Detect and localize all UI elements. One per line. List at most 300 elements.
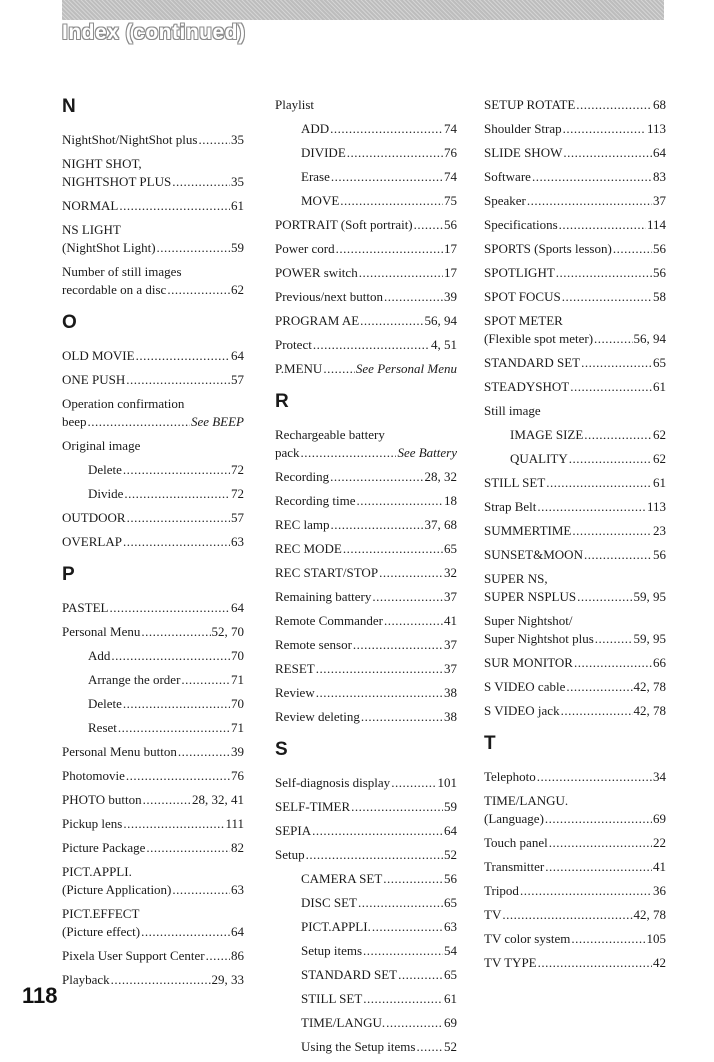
dot-leader: [372, 918, 443, 936]
entry-term: SETUP ROTATE: [484, 97, 576, 112]
index-entry: [484, 474, 666, 492]
index-entry: [484, 264, 666, 282]
index-subentry: [275, 1014, 457, 1032]
entry-term: Strap Belt: [484, 499, 537, 514]
page-reference: 65: [653, 355, 666, 370]
entry-term: PICT.APPLI.: [62, 864, 132, 879]
page-reference: 54: [444, 943, 457, 958]
index-entry: [275, 774, 457, 792]
entry-term: TIME/LANGU.: [484, 793, 569, 808]
index-entry: [275, 468, 457, 486]
page-reference: 70: [231, 648, 244, 663]
page-reference: 35: [231, 174, 244, 189]
dot-leader: [118, 719, 230, 737]
dot-leader: [306, 846, 443, 864]
page-reference: 58: [653, 289, 666, 304]
entry-term: Self-diagnosis display: [275, 775, 391, 790]
dot-leader: [123, 695, 230, 713]
dot-leader: [384, 288, 443, 306]
index-entry: [484, 882, 666, 900]
index-subentry: [275, 144, 457, 162]
dot-leader: [331, 168, 443, 186]
dot-leader: [316, 684, 443, 702]
page-reference: 37, 68: [424, 517, 457, 532]
page-reference: 37: [653, 193, 666, 208]
entry-term: IMAGE SIZE: [510, 427, 584, 442]
dot-leader: [141, 923, 230, 941]
page-reference: 42, 78: [633, 907, 666, 922]
entry-term: OVERLAP: [62, 534, 122, 549]
index-entry: [62, 533, 244, 551]
dot-leader: [347, 144, 443, 162]
entry-term: (Flexible spot meter): [484, 331, 594, 346]
index-entry: [275, 240, 457, 258]
page-reference: 61: [653, 379, 666, 394]
dot-leader: [581, 354, 652, 372]
page-reference: 39: [231, 744, 244, 759]
entry-term: Original image: [62, 438, 141, 453]
index-entry: [62, 767, 244, 785]
dot-leader: [576, 96, 652, 114]
dot-leader: [549, 834, 652, 852]
dot-leader: [316, 660, 443, 678]
page-reference: 82: [231, 840, 244, 855]
dot-leader: [343, 540, 443, 558]
page-reference: 52, 70: [211, 624, 244, 639]
entry-term: (NightShot Light): [62, 240, 156, 255]
index-entry: [275, 492, 457, 510]
entry-term: Telephoto: [484, 769, 536, 784]
index-entry: [484, 792, 666, 828]
index-entry: [275, 822, 457, 840]
dot-leader: [566, 678, 632, 696]
entry-term: TIME/LANGU.: [301, 1015, 386, 1030]
page-reference: 62: [653, 451, 666, 466]
index-subentry: [484, 450, 666, 468]
index-entry: [62, 395, 244, 431]
index-subentry: [275, 168, 457, 186]
dot-leader: [141, 623, 210, 641]
index-entry: [484, 702, 666, 720]
index-subentry: [275, 192, 457, 210]
entry-term: OLD MOVIE: [62, 348, 135, 363]
dot-leader: [143, 791, 191, 809]
section-letter-n: N: [62, 96, 76, 117]
dot-leader: [391, 774, 436, 792]
entry-term: Add: [88, 648, 111, 663]
dot-leader: [360, 312, 423, 330]
index-entry: [62, 971, 244, 989]
dot-leader: [126, 371, 230, 389]
entry-term: SUR MONITOR: [484, 655, 573, 670]
page-reference: 72: [231, 486, 244, 501]
page-reference: 65: [444, 967, 457, 982]
dot-leader: [358, 894, 443, 912]
entry-term: SLIDE SHOW: [484, 145, 563, 160]
entry-term: Remote sensor: [275, 637, 352, 652]
entry-term: Previous/next button: [275, 289, 383, 304]
entry-term: beep: [62, 414, 87, 429]
entry-term: SPORTS (Sports lesson): [484, 241, 612, 256]
entry-term: PROGRAM AE: [275, 313, 360, 328]
index-subentry: [275, 894, 457, 912]
index-entry: [484, 402, 666, 420]
dot-leader: [181, 671, 230, 689]
page-reference: 38: [444, 709, 457, 724]
dot-leader: [546, 474, 652, 492]
entry-term: Using the Setup items: [301, 1039, 416, 1054]
entry-term: Operation confirmation: [62, 396, 185, 411]
index-subentry: [275, 966, 457, 984]
entry-term: NS LIGHT: [62, 222, 121, 237]
page-reference: 56: [653, 241, 666, 256]
page-reference: 71: [231, 672, 244, 687]
page-reference: 42, 78: [633, 703, 666, 718]
entry-term: Protect: [275, 337, 312, 352]
index-entry: [62, 221, 244, 257]
entry-term: MOVE: [301, 193, 340, 208]
dot-leader: [88, 413, 190, 431]
index-entry: [484, 522, 666, 540]
dot-leader: [357, 492, 443, 510]
entry-term: REC MODE: [275, 541, 342, 556]
dot-leader: [178, 743, 230, 761]
dot-leader: [126, 767, 230, 785]
entry-term: CAMERA SET: [301, 871, 383, 886]
dot-leader: [545, 858, 652, 876]
dot-leader: [111, 647, 230, 665]
index-entry: [484, 654, 666, 672]
index-entry: [62, 197, 244, 215]
dot-leader: [383, 870, 443, 888]
page-reference: 62: [653, 427, 666, 442]
entry-term: Speaker: [484, 193, 526, 208]
page-reference: 69: [444, 1015, 457, 1030]
entry-term: Delete: [88, 462, 122, 477]
dot-leader: [584, 426, 652, 444]
page-reference: 105: [646, 931, 666, 946]
entry-term: TV color system: [484, 931, 571, 946]
entry-term: Erase: [301, 169, 330, 184]
index-entry: [275, 798, 457, 816]
index-entry: [484, 120, 666, 138]
dot-leader: [563, 144, 652, 162]
dot-leader: [372, 588, 443, 606]
dot-leader: [313, 336, 430, 354]
dot-leader: [123, 815, 224, 833]
index-entry: [62, 791, 244, 809]
page-reference: 4, 51: [431, 337, 457, 352]
dot-leader: [379, 564, 443, 582]
entry-term: recordable on a disc: [62, 282, 167, 297]
entry-term: (Picture Application): [62, 882, 172, 897]
entry-term: TV: [484, 907, 502, 922]
entry-term: PICT.EFFECT: [62, 906, 140, 921]
index-entry: [275, 216, 457, 234]
index-entry: [484, 192, 666, 210]
entry-term: Delete: [88, 696, 122, 711]
page-reference: 57: [231, 372, 244, 387]
entry-term: POWER switch: [275, 265, 358, 280]
dot-leader: [109, 599, 230, 617]
entry-term: Tripod: [484, 883, 519, 898]
page-reference: 39: [444, 289, 457, 304]
page-reference: 70: [231, 696, 244, 711]
page-reference: 17: [444, 265, 457, 280]
page-reference: 71: [231, 720, 244, 735]
page-reference: 64: [231, 924, 244, 939]
entry-term: P.MENU: [275, 361, 323, 376]
index-entry: [484, 144, 666, 162]
entry-term: SEPIA: [275, 823, 312, 838]
entry-term: Reset: [88, 720, 117, 735]
page-reference: 76: [231, 768, 244, 783]
index-entry: [62, 509, 244, 527]
dot-leader: [416, 1038, 443, 1056]
index-subentry: [62, 461, 244, 479]
entry-term: Software: [484, 169, 531, 184]
entry-term: Playback: [62, 972, 110, 987]
entry-term: Rechargeable battery: [275, 427, 385, 442]
page-reference: 74: [444, 169, 457, 184]
index-entry: [275, 288, 457, 306]
dot-leader: [570, 378, 652, 396]
entry-term: TV TYPE: [484, 955, 537, 970]
page-reference: 59: [444, 799, 457, 814]
index-subentry: [62, 671, 244, 689]
entry-term: Picture Package: [62, 840, 146, 855]
section-letter-t: T: [484, 733, 496, 754]
index-entry: [275, 612, 457, 630]
dot-leader: [563, 120, 646, 138]
page-reference: 61: [444, 991, 457, 1006]
dot-leader: [595, 630, 633, 648]
index-entry: [62, 623, 244, 641]
page-reference: 59, 95: [633, 589, 666, 604]
index-entry: [62, 347, 244, 365]
dot-leader: [532, 168, 652, 186]
index-entry: [275, 588, 457, 606]
entry-term: S VIDEO jack: [484, 703, 560, 718]
dot-leader: [146, 839, 230, 857]
page-reference: 17: [444, 241, 457, 256]
dot-leader: [613, 240, 652, 258]
dot-leader: [111, 971, 211, 989]
index-entry: [275, 264, 457, 282]
page-reference: 63: [231, 534, 244, 549]
page-reference: 64: [444, 823, 457, 838]
page-reference: See Battery: [397, 445, 457, 460]
dot-leader: [340, 192, 443, 210]
index-entry: [62, 131, 244, 149]
entry-term: DISC SET: [301, 895, 357, 910]
dot-leader: [167, 281, 230, 299]
entry-term: Number of still images: [62, 264, 182, 279]
page-reference: 68: [653, 97, 666, 112]
entry-term: Super Nightshot/: [484, 613, 573, 628]
page-reference: 32: [444, 565, 457, 580]
index-entry: [484, 288, 666, 306]
page-reference: 76: [444, 145, 457, 160]
index-subentry: [62, 485, 244, 503]
index-entry: [484, 354, 666, 372]
dot-leader: [330, 468, 423, 486]
page-reference: 22: [653, 835, 666, 850]
index-entry: [275, 660, 457, 678]
index-subentry: [275, 870, 457, 888]
dot-leader: [124, 485, 230, 503]
index-entry: [484, 834, 666, 852]
entry-term: Review: [275, 685, 315, 700]
index-entry: [62, 863, 244, 899]
index-subentry: [275, 990, 457, 1008]
page-reference: 111: [225, 816, 244, 831]
dot-leader: [556, 264, 652, 282]
section-letter-o: O: [62, 312, 77, 333]
entry-term: SUPER NSPLUS: [484, 589, 577, 604]
page-reference: 74: [444, 121, 457, 136]
header-bar: [62, 0, 664, 20]
entry-term: Remote Commander: [275, 613, 383, 628]
entry-term: SPOTLIGHT: [484, 265, 555, 280]
entry-term: pack: [275, 445, 300, 460]
entry-term: (Picture effect): [62, 924, 141, 939]
index-entry: [275, 336, 457, 354]
page-reference: 42, 78: [633, 679, 666, 694]
index-entry: [62, 437, 244, 455]
page-reference: See Personal Menu: [355, 361, 457, 376]
entry-term: PHOTO button: [62, 792, 142, 807]
page-reference: 65: [444, 895, 457, 910]
index-subentry: [484, 426, 666, 444]
page-reference: 56: [444, 871, 457, 886]
entry-term: Pickup lens: [62, 816, 123, 831]
entry-term: Shoulder Strap: [484, 121, 562, 136]
entry-term: STANDARD SET: [301, 967, 398, 982]
page-reference: 35: [231, 132, 244, 147]
index-subentry: [62, 719, 244, 737]
index-entry: [275, 96, 457, 114]
index-entry: [275, 540, 457, 558]
page-reference: 59, 95: [633, 631, 666, 646]
entry-term: Recording: [275, 469, 330, 484]
page-reference: 52: [444, 1039, 457, 1054]
page-reference: 64: [231, 348, 244, 363]
page-reference: 57: [231, 510, 244, 525]
entry-term: SPOT FOCUS: [484, 289, 561, 304]
index-column-1: [62, 96, 244, 995]
index-entry: [484, 168, 666, 186]
index-subentry: [62, 647, 244, 665]
index-entry: [275, 708, 457, 726]
index-entry: [275, 426, 457, 462]
index-entry: [62, 371, 244, 389]
entry-term: OUTDOOR: [62, 510, 126, 525]
entry-term: SUNSET&MOON: [484, 547, 583, 562]
page-reference: 42: [653, 955, 666, 970]
dot-leader: [398, 966, 443, 984]
page-reference: 63: [444, 919, 457, 934]
page-reference: 66: [653, 655, 666, 670]
dot-leader: [571, 930, 645, 948]
entry-term: NIGHT SHOT,: [62, 156, 142, 171]
dot-leader: [538, 954, 652, 972]
entry-term: STEADYSHOT: [484, 379, 570, 394]
dot-leader: [301, 444, 397, 462]
page-reference: 23: [653, 523, 666, 538]
page-reference: 113: [646, 121, 666, 136]
page-reference: 56: [444, 217, 457, 232]
dot-leader: [312, 822, 443, 840]
page-reference: 75: [444, 193, 457, 208]
index-entry: [484, 570, 666, 606]
entry-term: Divide: [88, 486, 124, 501]
index-entry: [484, 216, 666, 234]
entry-term: Personal Menu button: [62, 744, 177, 759]
page-reference: 37: [444, 637, 457, 652]
page-reference: 56: [653, 547, 666, 562]
dot-leader: [353, 636, 443, 654]
entry-term: SUPER NS,: [484, 571, 548, 586]
entry-term: Super Nightshot plus: [484, 631, 594, 646]
index-entry: [275, 684, 457, 702]
entry-term: ONE PUSH: [62, 372, 126, 387]
page-reference: 113: [646, 499, 666, 514]
entry-term: (Language): [484, 811, 544, 826]
dot-leader: [594, 330, 632, 348]
dot-leader: [157, 239, 230, 257]
page-reference: 41: [653, 859, 666, 874]
dot-leader: [206, 947, 230, 965]
index-subentry: [275, 120, 457, 138]
dot-leader: [136, 347, 230, 365]
page-reference: 86: [231, 948, 244, 963]
index-entry: [62, 905, 244, 941]
entry-term: PASTEL: [62, 600, 109, 615]
index-entry: [484, 954, 666, 972]
dot-leader: [584, 546, 652, 564]
entry-term: NIGHTSHOT PLUS: [62, 174, 172, 189]
dot-leader: [323, 360, 355, 378]
dot-leader: [172, 173, 230, 191]
index-entry: [62, 743, 244, 761]
entry-term: S VIDEO cable: [484, 679, 566, 694]
dot-leader: [572, 522, 652, 540]
page-reference: 65: [444, 541, 457, 556]
page-reference: 61: [653, 475, 666, 490]
index-entry: [62, 839, 244, 857]
section-letter-s: S: [275, 739, 288, 760]
index-subentry: [275, 942, 457, 960]
index-column-3: [484, 96, 666, 978]
page-reference: 83: [653, 169, 666, 184]
index-entry: [275, 312, 457, 330]
page-reference: 52: [444, 847, 457, 862]
entry-term: Transmitter: [484, 859, 545, 874]
dot-leader: [537, 498, 646, 516]
page-reference: 64: [653, 145, 666, 160]
dot-leader: [569, 450, 652, 468]
page-reference: 69: [653, 811, 666, 826]
dot-leader: [172, 881, 230, 899]
dot-leader: [386, 1014, 443, 1032]
entry-term: QUALITY: [510, 451, 568, 466]
page-reference: 61: [231, 198, 244, 213]
page-reference: See BEEP: [190, 414, 244, 429]
entry-term: DIVIDE: [301, 145, 346, 160]
entry-term: Arrange the order: [88, 672, 181, 687]
dot-leader: [574, 654, 652, 672]
